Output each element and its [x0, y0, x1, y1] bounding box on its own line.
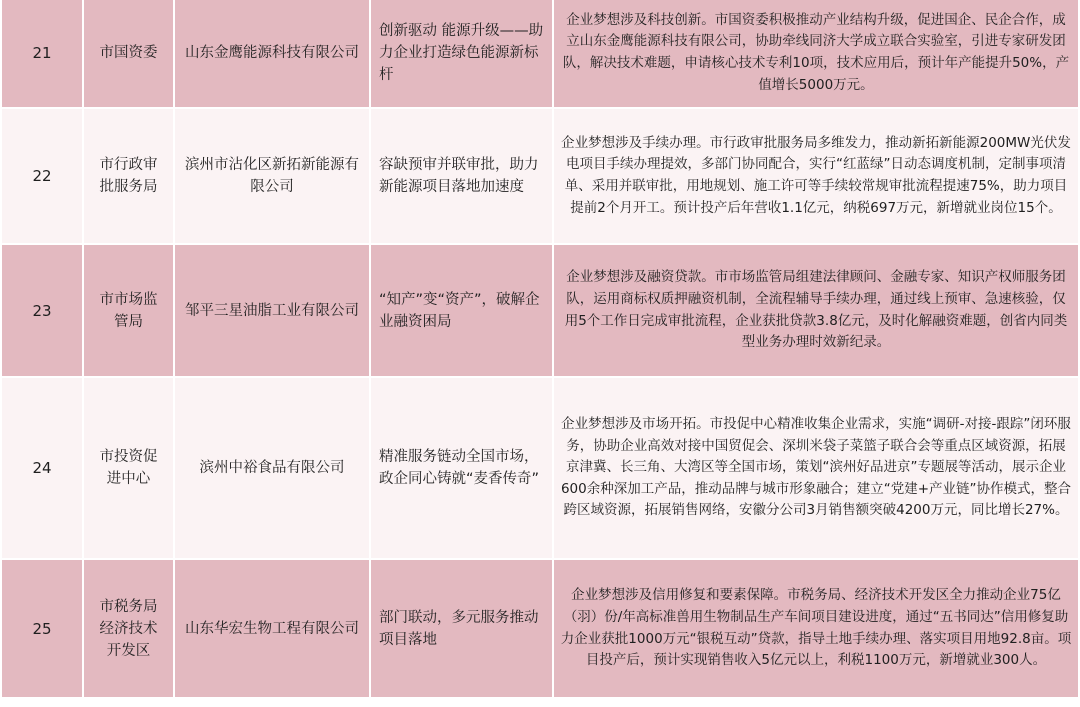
- table-row: [2, 245, 1078, 376]
- row-number: 21: [2, 0, 82, 107]
- title-cell: 容缺预审并联审批，助力新能源项目落地加速度: [371, 109, 552, 243]
- company-cell: 山东华宏生物工程有限公司: [175, 560, 369, 697]
- description-cell: 企业梦想涉及市场开拓。市投促中心精准收集企业需求，实施“调研-对接-跟踪”闭环服务，协助企业高效对接中国贸促会、深圳米袋子菜篮子联合会等重点区域资源，拓展京津冀、长三角、大湾区等全国市场，策划“滨州好品进京”专题展等活动，展示企业600余种深加工产品，推动品牌与城市形象融合；建立“党建+产业链”协作模式，整合跨区域资源，拓展销售网络，安徽分公司3月销售额突破4200万元，同比增长27%。: [554, 378, 1078, 558]
- row-number: 24: [2, 378, 82, 558]
- description-cell: 企业梦想涉及手续办理。市行政审批服务局多维发力，推动新拓新能源200MW光伏发电项目手续办理提效，多部门协同配合，实行“红蓝绿”日动态调度机制，定制事项清单、采用并联审批，用地规划、施工许可等手续较常规审批流程提速75%，助力项目提前2个月开工。预计投产后年营收1.1亿元，纳税697万元，新增就业岗位15个。: [554, 109, 1078, 243]
- department-cell: 市市场监管局: [84, 245, 173, 376]
- description-cell: 企业梦想涉及科技创新。市国资委积极推动产业结构升级，促进国企、民企合作，成立山东金鹰能源科技有限公司，协助牵线同济大学成立联合实验室，引进专家研发团队，解决技术难题，申请核心技术专利10项，技术应用后，预计年产能提升50%，产值增长5000万元。: [554, 0, 1078, 107]
- company-cell: 山东金鹰能源科技有限公司: [175, 0, 369, 107]
- row-number: 22: [2, 109, 82, 243]
- table-row: [2, 378, 1078, 558]
- row-number: 25: [2, 560, 82, 697]
- department-cell: 市投资促进中心: [84, 378, 173, 558]
- table-row: [2, 109, 1078, 243]
- table-row: [2, 0, 1078, 107]
- title-cell: 精准服务链动全国市场，政企同心铸就“麦香传奇”: [371, 378, 552, 558]
- description-cell: 企业梦想涉及信用修复和要素保障。市税务局、经济技术开发区全力推动企业75亿（羽）份/年高标准兽用生物制品生产车间项目建设进度，通过“五书同达”信用修复助力企业获批1000万元“银税互动”贷款，指导土地手续办理、落实项目用地92.8亩。项目投产后，预计实现销售收入5亿元以上，利税1100万元，新增就业300人。: [554, 560, 1078, 697]
- company-cell: 滨州中裕食品有限公司: [175, 378, 369, 558]
- title-cell: 部门联动，多元服务推动项目落地: [371, 560, 552, 697]
- table-row: [2, 560, 1078, 697]
- department-cell: 市税务局经济技术开发区: [84, 560, 173, 697]
- title-cell: “知产”变“资产”，破解企业融资困局: [371, 245, 552, 376]
- department-cell: 市国资委: [84, 0, 173, 107]
- company-cell: 滨州市沾化区新拓新能源有限公司: [175, 109, 369, 243]
- department-cell: 市行政审批服务局: [84, 109, 173, 243]
- company-cell: 邹平三星油脂工业有限公司: [175, 245, 369, 376]
- description-cell: 企业梦想涉及融资贷款。市市场监管局组建法律顾问、金融专家、知识产权师服务团队，运用商标权质押融资机制，全流程辅导手续办理，通过线上预审、急速核验，仅用5个工作日完成审批流程，企业获批贷款3.8亿元，及时化解融资难题，创省内同类型业务办理时效新纪录。: [554, 245, 1078, 376]
- title-cell: 创新驱动 能源升级——助力企业打造绿色能源新标杆: [371, 0, 552, 107]
- row-number: 23: [2, 245, 82, 376]
